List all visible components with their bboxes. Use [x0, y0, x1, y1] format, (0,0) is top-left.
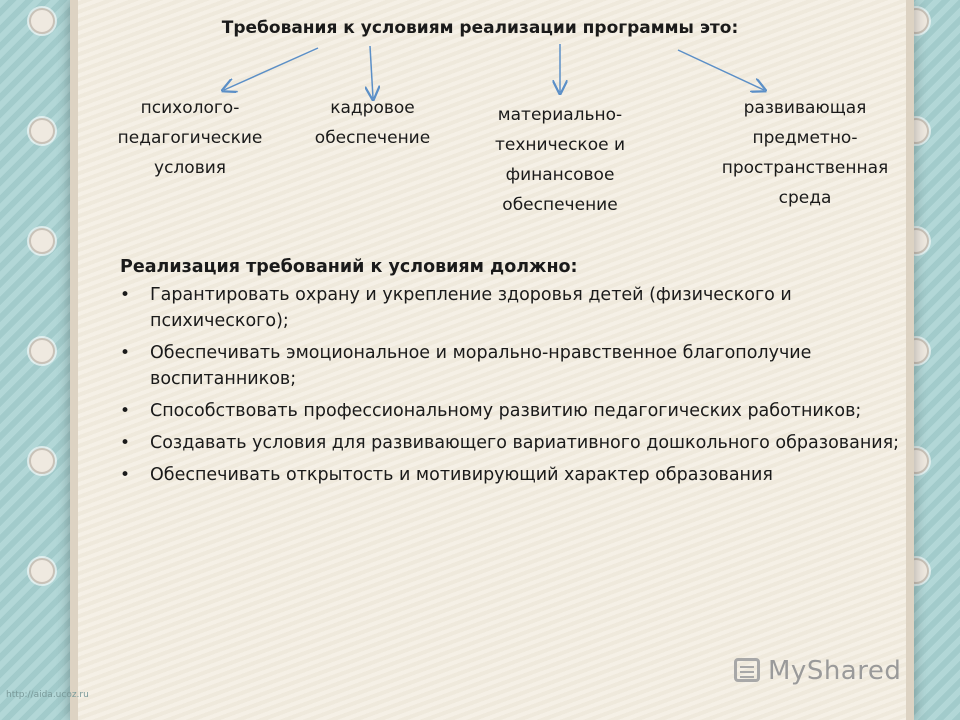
node-line: психолого-	[140, 98, 240, 118]
myshared-watermark	[768, 656, 901, 686]
diagram-title: Требования к условиям реализации программы это:	[221, 18, 739, 38]
node-developing-environment	[700, 93, 910, 213]
node-line: педагогические	[117, 128, 263, 148]
node-line: обеспечение	[502, 195, 618, 215]
arrow-to-node-1	[224, 48, 318, 90]
node-line: условия	[154, 158, 226, 178]
requirements-list	[120, 282, 900, 488]
presentation-icon	[734, 658, 760, 682]
node-psych-pedagogical	[100, 93, 280, 183]
list-item: • Обеспечивать открытость и мотивирующий характер образования	[120, 462, 900, 488]
node-line: предметно-	[752, 128, 858, 148]
section-heading: Реализация требований к условиям должно:	[120, 257, 578, 277]
list-item: • Гарантировать охрану и укрепление здоровья детей (физического и психического);	[120, 282, 900, 334]
node-line: пространственная	[721, 158, 889, 178]
arrow-to-node-4	[678, 50, 764, 90]
node-line: среда	[778, 188, 832, 208]
watermark-text: MyShared	[768, 656, 902, 686]
node-line: финансовое	[505, 165, 615, 185]
node-material-financial	[470, 100, 650, 220]
node-line: техническое и	[494, 135, 625, 155]
node-line: материально-	[497, 105, 623, 125]
node-line: развивающая	[743, 98, 867, 118]
node-line: кадровое	[330, 98, 415, 118]
list-item: • Способствовать профессиональному развитию педагогических работников;	[120, 398, 900, 424]
list-item: • Обеспечивать эмоциональное и морально-нравственное благополучие воспитанников;	[120, 340, 900, 392]
node-staffing	[290, 93, 455, 153]
requirements-section	[120, 254, 900, 494]
arrow-to-node-2	[370, 46, 373, 98]
list-item: • Создавать условия для развивающего вариативного дошкольного образования;	[120, 430, 900, 456]
node-line: обеспечение	[314, 128, 431, 148]
footer-url: http://aida.ucoz.ru	[6, 690, 89, 700]
